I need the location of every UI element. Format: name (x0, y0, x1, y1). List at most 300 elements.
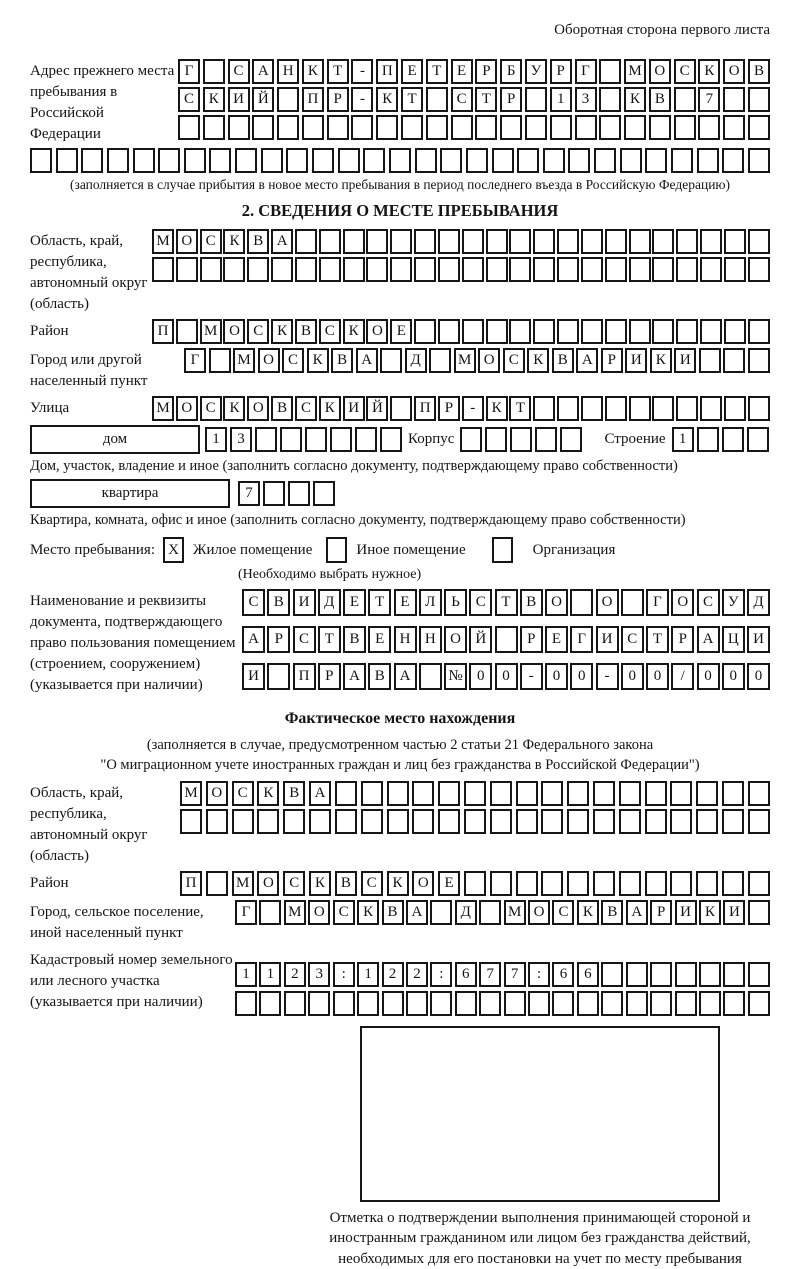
char-cell[interactable] (228, 115, 250, 140)
char-cell[interactable]: С (674, 59, 696, 84)
char-cell[interactable] (309, 809, 331, 834)
char-cell[interactable] (676, 229, 698, 254)
char-cell[interactable]: И (596, 626, 619, 653)
char-cell[interactable] (414, 229, 436, 254)
char-cell[interactable] (696, 871, 718, 896)
char-cell[interactable] (490, 781, 512, 806)
char-cell[interactable] (462, 257, 484, 282)
char-cell[interactable] (533, 257, 555, 282)
char-cell[interactable]: М (233, 348, 255, 373)
char-cell[interactable]: К (271, 319, 293, 344)
char-cell[interactable]: : (430, 962, 452, 987)
char-cell[interactable]: Ц (722, 626, 745, 653)
char-cell[interactable] (629, 396, 651, 421)
char-cell[interactable]: М (180, 781, 202, 806)
char-cell[interactable]: Е (545, 626, 568, 653)
char-cell[interactable]: А (394, 663, 417, 690)
char-cell[interactable]: В (601, 900, 623, 925)
char-cell[interactable] (674, 115, 696, 140)
char-cell[interactable] (748, 781, 770, 806)
char-cell[interactable]: К (357, 900, 379, 925)
char-cell[interactable]: 0 (545, 663, 568, 690)
char-cell[interactable] (327, 115, 349, 140)
char-cell[interactable]: В (271, 396, 293, 421)
char-cell[interactable] (223, 257, 245, 282)
char-cell[interactable] (412, 809, 434, 834)
char-cell[interactable]: Г (235, 900, 257, 925)
char-cell[interactable] (335, 781, 357, 806)
char-cell[interactable]: Р (318, 663, 341, 690)
char-cell[interactable] (581, 396, 603, 421)
char-cell[interactable]: О (649, 59, 671, 84)
char-cell[interactable]: С (295, 396, 317, 421)
char-cell[interactable] (235, 148, 257, 173)
char-cell[interactable] (626, 991, 648, 1016)
char-cell[interactable]: С (228, 59, 250, 84)
char-cell[interactable]: Т (426, 59, 448, 84)
char-cell[interactable]: К (257, 781, 279, 806)
char-cell[interactable]: М (284, 900, 306, 925)
char-cell[interactable]: Р (438, 396, 460, 421)
char-cell[interactable]: М (624, 59, 646, 84)
char-cell[interactable] (723, 962, 745, 987)
char-cell[interactable]: 1 (672, 427, 694, 452)
char-cell[interactable]: К (343, 319, 365, 344)
char-cell[interactable] (479, 900, 501, 925)
char-cell[interactable]: Д (455, 900, 477, 925)
char-cell[interactable]: К (387, 871, 409, 896)
char-cell[interactable] (343, 229, 365, 254)
char-cell[interactable]: - (520, 663, 543, 690)
char-cell[interactable] (184, 148, 206, 173)
char-cell[interactable] (486, 257, 508, 282)
char-cell[interactable] (252, 115, 274, 140)
char-cell[interactable] (599, 59, 621, 84)
char-cell[interactable] (438, 229, 460, 254)
char-cell[interactable] (699, 962, 721, 987)
char-cell[interactable] (645, 871, 667, 896)
char-cell[interactable] (464, 871, 486, 896)
char-cell[interactable]: П (376, 59, 398, 84)
char-cell[interactable] (389, 148, 411, 173)
char-cell[interactable]: К (319, 396, 341, 421)
char-cell[interactable]: С (552, 900, 574, 925)
char-cell[interactable] (699, 991, 721, 1016)
char-cell[interactable]: С (319, 319, 341, 344)
char-cell[interactable] (257, 809, 279, 834)
char-cell[interactable] (700, 319, 722, 344)
char-cell[interactable] (259, 900, 281, 925)
char-cell[interactable]: В (247, 229, 269, 254)
char-cell[interactable]: О (176, 396, 198, 421)
char-cell[interactable]: С (200, 396, 222, 421)
char-cell[interactable] (698, 115, 720, 140)
char-cell[interactable] (747, 427, 769, 452)
char-cell[interactable]: А (343, 663, 366, 690)
char-cell[interactable]: С (178, 87, 200, 112)
char-cell[interactable]: К (698, 59, 720, 84)
char-cell[interactable]: П (293, 663, 316, 690)
char-cell[interactable] (550, 115, 572, 140)
char-cell[interactable]: Р (267, 626, 290, 653)
char-cell[interactable]: Н (277, 59, 299, 84)
char-cell[interactable] (649, 115, 671, 140)
char-cell[interactable]: О (247, 396, 269, 421)
char-cell[interactable] (605, 257, 627, 282)
char-cell[interactable] (261, 148, 283, 173)
char-cell[interactable] (361, 809, 383, 834)
char-cell[interactable] (390, 396, 412, 421)
char-cell[interactable] (568, 148, 590, 173)
char-cell[interactable] (674, 87, 696, 112)
char-cell[interactable]: О (723, 59, 745, 84)
char-cell[interactable] (560, 427, 582, 452)
char-cell[interactable]: - (351, 87, 373, 112)
char-cell[interactable]: К (223, 229, 245, 254)
char-cell[interactable] (543, 148, 565, 173)
char-cell[interactable] (451, 115, 473, 140)
char-cell[interactable] (652, 229, 674, 254)
char-cell[interactable]: И (723, 900, 745, 925)
char-cell[interactable] (312, 148, 334, 173)
char-cell[interactable]: Д (405, 348, 427, 373)
char-cell[interactable]: И (747, 626, 770, 653)
char-cell[interactable]: П (152, 319, 174, 344)
char-cell[interactable] (748, 900, 770, 925)
char-cell[interactable] (438, 809, 460, 834)
char-cell[interactable]: Ь (444, 589, 467, 616)
char-cell[interactable]: К (650, 348, 672, 373)
char-cell[interactable] (593, 871, 615, 896)
char-cell[interactable] (455, 991, 477, 1016)
char-cell[interactable] (280, 427, 302, 452)
char-cell[interactable]: А (697, 626, 720, 653)
char-cell[interactable] (351, 115, 373, 140)
char-cell[interactable]: С (697, 589, 720, 616)
char-cell[interactable] (670, 781, 692, 806)
char-cell[interactable]: 7 (479, 962, 501, 987)
char-cell[interactable] (575, 115, 597, 140)
char-cell[interactable]: О (176, 229, 198, 254)
char-cell[interactable] (670, 871, 692, 896)
char-cell[interactable] (286, 148, 308, 173)
char-cell[interactable]: 0 (697, 663, 720, 690)
char-cell[interactable] (460, 427, 482, 452)
char-cell[interactable]: 0 (621, 663, 644, 690)
char-cell[interactable]: 0 (495, 663, 518, 690)
char-cell[interactable] (700, 396, 722, 421)
char-cell[interactable]: В (368, 663, 391, 690)
char-cell[interactable]: Е (438, 871, 460, 896)
char-cell[interactable] (652, 257, 674, 282)
char-cell[interactable] (277, 115, 299, 140)
char-cell[interactable] (486, 319, 508, 344)
char-cell[interactable]: В (382, 900, 404, 925)
char-cell[interactable] (605, 229, 627, 254)
char-cell[interactable] (724, 319, 746, 344)
char-cell[interactable] (723, 87, 745, 112)
char-cell[interactable]: В (267, 589, 290, 616)
char-cell[interactable]: - (596, 663, 619, 690)
char-cell[interactable] (748, 809, 770, 834)
char-cell[interactable] (650, 991, 672, 1016)
char-cell[interactable] (567, 809, 589, 834)
char-cell[interactable] (382, 991, 404, 1016)
char-cell[interactable]: П (414, 396, 436, 421)
char-cell[interactable]: / (671, 663, 694, 690)
char-cell[interactable] (748, 257, 770, 282)
char-cell[interactable] (203, 59, 225, 84)
char-cell[interactable] (440, 148, 462, 173)
char-cell[interactable] (107, 148, 129, 173)
checkbox-residential[interactable]: X (163, 537, 184, 563)
char-cell[interactable] (206, 809, 228, 834)
char-cell[interactable] (366, 229, 388, 254)
char-cell[interactable]: С (621, 626, 644, 653)
char-cell[interactable] (535, 427, 557, 452)
char-cell[interactable]: Т (495, 589, 518, 616)
char-cell[interactable]: К (376, 87, 398, 112)
char-cell[interactable] (509, 257, 531, 282)
char-cell[interactable]: В (649, 87, 671, 112)
char-cell[interactable] (601, 991, 623, 1016)
char-cell[interactable]: Г (570, 626, 593, 653)
char-cell[interactable] (430, 991, 452, 1016)
char-cell[interactable]: Т (368, 589, 391, 616)
char-cell[interactable] (748, 229, 770, 254)
char-cell[interactable] (599, 87, 621, 112)
char-cell[interactable] (176, 319, 198, 344)
char-cell[interactable] (557, 319, 579, 344)
char-cell[interactable] (557, 229, 579, 254)
char-cell[interactable] (593, 781, 615, 806)
char-cell[interactable]: У (722, 589, 745, 616)
char-cell[interactable] (533, 319, 555, 344)
char-cell[interactable]: № (444, 663, 467, 690)
char-cell[interactable]: П (302, 87, 324, 112)
char-cell[interactable]: О (596, 589, 619, 616)
char-cell[interactable] (176, 257, 198, 282)
char-cell[interactable] (438, 257, 460, 282)
char-cell[interactable] (723, 991, 745, 1016)
char-cell[interactable] (361, 781, 383, 806)
char-cell[interactable] (414, 257, 436, 282)
char-cell[interactable] (748, 962, 770, 987)
char-cell[interactable]: М (200, 319, 222, 344)
char-cell[interactable] (466, 148, 488, 173)
char-cell[interactable]: И (228, 87, 250, 112)
char-cell[interactable]: 6 (577, 962, 599, 987)
char-cell[interactable] (676, 257, 698, 282)
char-cell[interactable] (748, 319, 770, 344)
char-cell[interactable]: С (247, 319, 269, 344)
char-cell[interactable]: Е (451, 59, 473, 84)
char-cell[interactable]: Т (327, 59, 349, 84)
char-cell[interactable]: - (351, 59, 373, 84)
char-cell[interactable] (295, 257, 317, 282)
char-cell[interactable] (419, 663, 442, 690)
char-cell[interactable] (722, 148, 744, 173)
char-cell[interactable] (577, 991, 599, 1016)
char-cell[interactable] (676, 396, 698, 421)
char-cell[interactable] (366, 257, 388, 282)
char-cell[interactable]: - (462, 396, 484, 421)
char-cell[interactable] (675, 991, 697, 1016)
char-cell[interactable]: С (333, 900, 355, 925)
char-cell[interactable]: Н (419, 626, 442, 653)
char-cell[interactable] (158, 148, 180, 173)
char-cell[interactable] (593, 809, 615, 834)
char-cell[interactable]: Й (469, 626, 492, 653)
char-cell[interactable] (288, 481, 310, 506)
char-cell[interactable] (516, 871, 538, 896)
char-cell[interactable]: Г (646, 589, 669, 616)
char-cell[interactable] (516, 781, 538, 806)
char-cell[interactable]: 0 (722, 663, 745, 690)
char-cell[interactable] (525, 87, 547, 112)
char-cell[interactable]: Т (318, 626, 341, 653)
char-cell[interactable] (557, 257, 579, 282)
char-cell[interactable] (570, 589, 593, 616)
char-cell[interactable] (724, 257, 746, 282)
char-cell[interactable] (429, 348, 451, 373)
char-cell[interactable]: : (333, 962, 355, 987)
char-cell[interactable] (338, 148, 360, 173)
char-cell[interactable]: О (528, 900, 550, 925)
char-cell[interactable]: А (626, 900, 648, 925)
char-cell[interactable]: Р (327, 87, 349, 112)
char-cell[interactable]: Д (747, 589, 770, 616)
char-cell[interactable] (390, 257, 412, 282)
char-cell[interactable] (495, 626, 518, 653)
char-cell[interactable] (333, 991, 355, 1016)
char-cell[interactable] (605, 396, 627, 421)
char-cell[interactable]: И (674, 348, 696, 373)
char-cell[interactable] (357, 991, 379, 1016)
char-cell[interactable] (629, 319, 651, 344)
char-cell[interactable] (541, 781, 563, 806)
char-cell[interactable] (528, 991, 550, 1016)
char-cell[interactable] (697, 427, 719, 452)
char-cell[interactable] (516, 809, 538, 834)
char-cell[interactable] (645, 148, 667, 173)
char-cell[interactable]: : (528, 962, 550, 987)
char-cell[interactable] (504, 991, 526, 1016)
char-cell[interactable] (313, 481, 335, 506)
char-cell[interactable]: И (675, 900, 697, 925)
char-cell[interactable]: А (271, 229, 293, 254)
char-cell[interactable]: 3 (230, 427, 252, 452)
char-cell[interactable] (319, 229, 341, 254)
char-cell[interactable] (699, 348, 721, 373)
char-cell[interactable] (247, 257, 269, 282)
char-cell[interactable]: 0 (747, 663, 770, 690)
char-cell[interactable] (533, 396, 555, 421)
char-cell[interactable] (541, 871, 563, 896)
char-cell[interactable]: М (152, 229, 174, 254)
char-cell[interactable]: О (444, 626, 467, 653)
char-cell[interactable] (619, 781, 641, 806)
char-cell[interactable] (295, 229, 317, 254)
char-cell[interactable]: Е (401, 59, 423, 84)
char-cell[interactable] (650, 962, 672, 987)
char-cell[interactable]: Л (419, 589, 442, 616)
char-cell[interactable] (621, 589, 644, 616)
char-cell[interactable]: И (625, 348, 647, 373)
char-cell[interactable]: Е (368, 626, 391, 653)
char-cell[interactable] (390, 229, 412, 254)
char-cell[interactable] (200, 257, 222, 282)
char-cell[interactable] (748, 871, 770, 896)
char-cell[interactable]: Р (520, 626, 543, 653)
char-cell[interactable] (267, 663, 290, 690)
char-cell[interactable] (209, 148, 231, 173)
char-cell[interactable] (599, 115, 621, 140)
char-cell[interactable] (180, 809, 202, 834)
char-cell[interactable]: С (242, 589, 265, 616)
char-cell[interactable] (620, 148, 642, 173)
char-cell[interactable]: М (152, 396, 174, 421)
char-cell[interactable] (629, 229, 651, 254)
char-cell[interactable]: 1 (550, 87, 572, 112)
char-cell[interactable]: Н (394, 626, 417, 653)
char-cell[interactable] (748, 991, 770, 1016)
char-cell[interactable]: П (180, 871, 202, 896)
char-cell[interactable] (697, 148, 719, 173)
char-cell[interactable]: Д (318, 589, 341, 616)
char-cell[interactable]: А (242, 626, 265, 653)
char-cell[interactable]: 0 (570, 663, 593, 690)
char-cell[interactable] (525, 115, 547, 140)
char-cell[interactable]: К (223, 396, 245, 421)
char-cell[interactable]: И (343, 396, 365, 421)
char-cell[interactable] (335, 809, 357, 834)
char-cell[interactable]: Г (184, 348, 206, 373)
char-cell[interactable]: У (525, 59, 547, 84)
char-cell[interactable] (724, 396, 746, 421)
char-cell[interactable]: К (486, 396, 508, 421)
char-cell[interactable]: Б (500, 59, 522, 84)
char-cell[interactable] (305, 427, 327, 452)
char-cell[interactable]: О (206, 781, 228, 806)
char-cell[interactable] (675, 962, 697, 987)
char-cell[interactable]: Е (343, 589, 366, 616)
char-cell[interactable]: К (309, 871, 331, 896)
char-cell[interactable] (206, 871, 228, 896)
char-cell[interactable]: 6 (455, 962, 477, 987)
char-cell[interactable] (645, 781, 667, 806)
char-cell[interactable]: М (504, 900, 526, 925)
char-cell[interactable] (629, 257, 651, 282)
char-cell[interactable] (415, 148, 437, 173)
char-cell[interactable] (748, 348, 770, 373)
char-cell[interactable]: С (232, 781, 254, 806)
char-cell[interactable] (430, 900, 452, 925)
char-cell[interactable] (652, 319, 674, 344)
char-cell[interactable]: О (308, 900, 330, 925)
char-cell[interactable] (510, 427, 532, 452)
char-cell[interactable] (485, 427, 507, 452)
char-cell[interactable]: О (223, 319, 245, 344)
char-cell[interactable] (557, 396, 579, 421)
char-cell[interactable] (255, 427, 277, 452)
char-cell[interactable] (259, 991, 281, 1016)
char-cell[interactable]: Г (575, 59, 597, 84)
char-cell[interactable]: С (503, 348, 525, 373)
char-cell[interactable]: О (478, 348, 500, 373)
char-cell[interactable] (652, 396, 674, 421)
char-cell[interactable]: К (527, 348, 549, 373)
